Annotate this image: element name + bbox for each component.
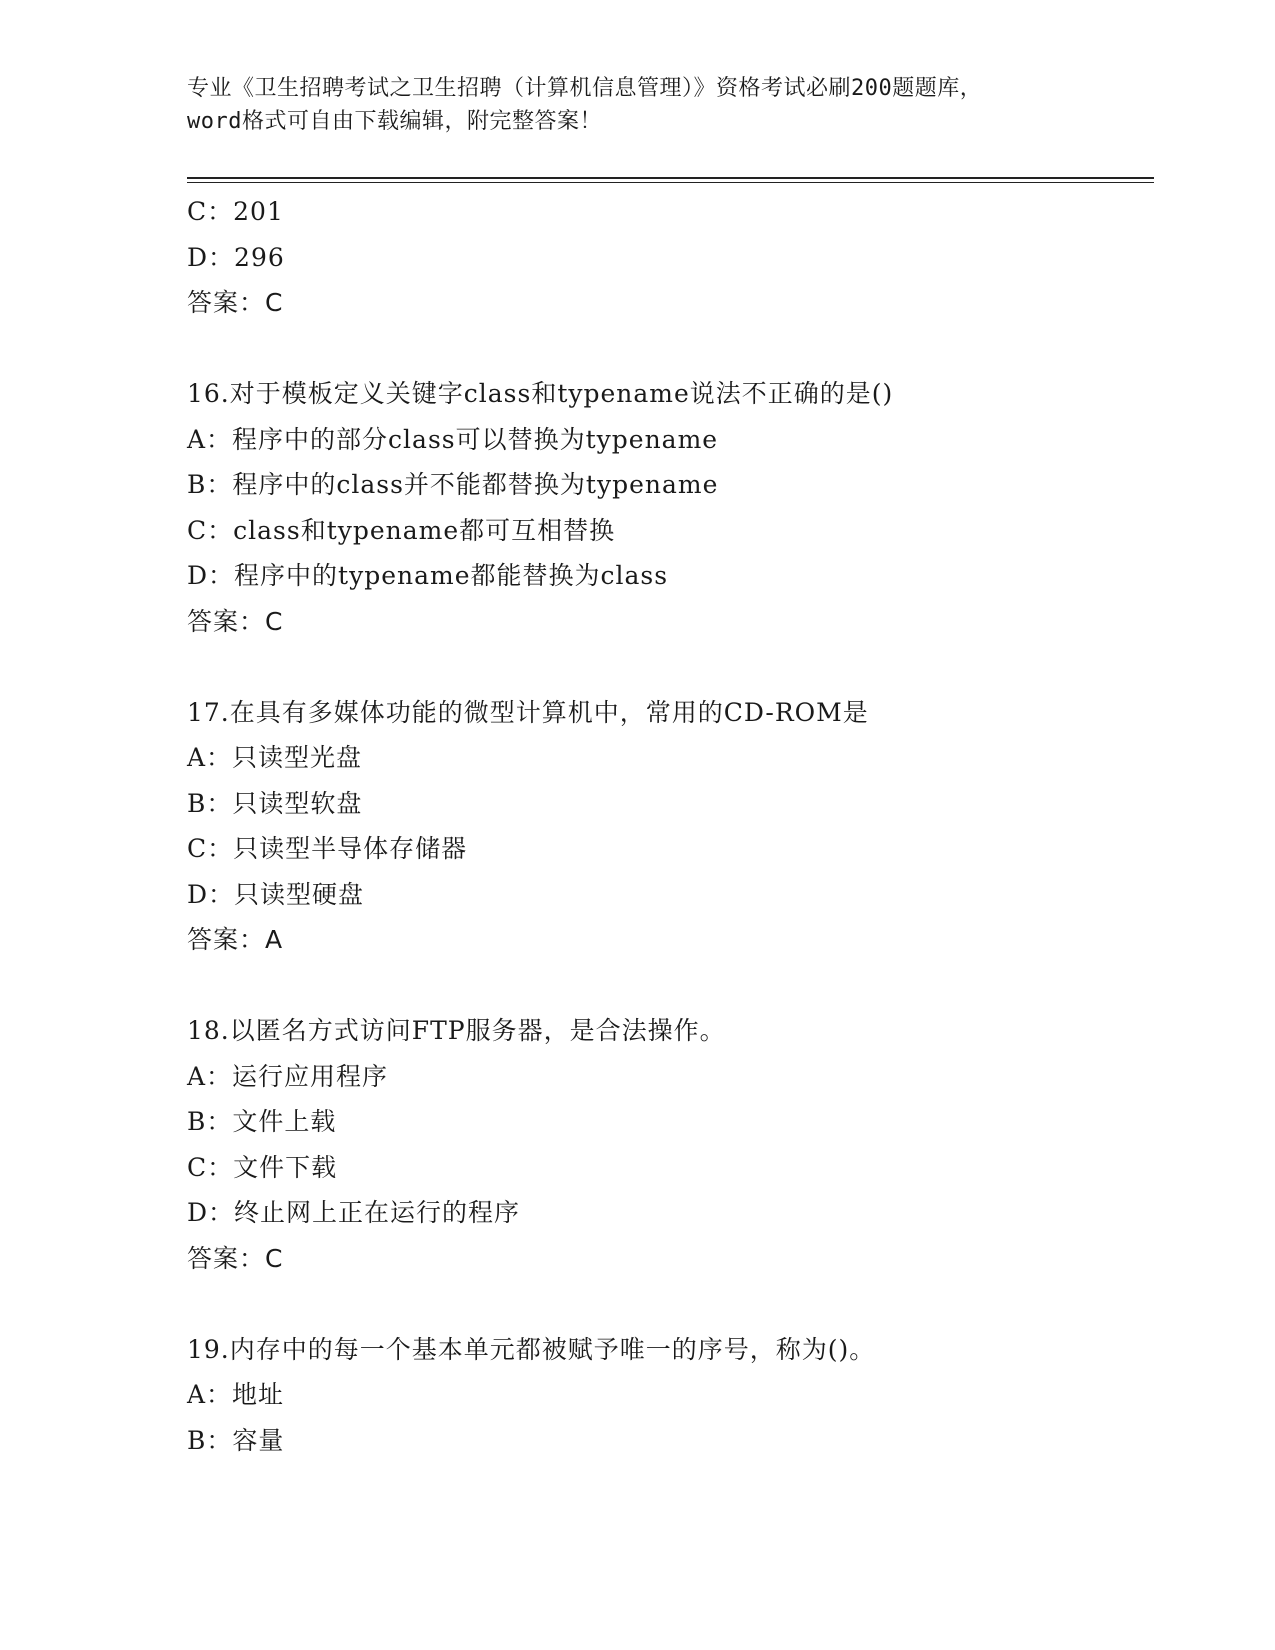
- question-list: [187, 189, 1147, 1463]
- spacer: [187, 963, 1147, 1009]
- option-c: C：文件下载: [187, 1152, 338, 1182]
- spacer: [187, 326, 1147, 372]
- option-b: B：容量: [187, 1425, 285, 1455]
- question-stem-18: 18.以匿名方式访问FTP服务器，是合法操作。: [187, 1016, 726, 1045]
- option-b: B：程序中的class并不能都替换为typename: [187, 470, 719, 499]
- option-a: A：程序中的部分class可以替换为typename: [187, 424, 719, 454]
- header-title-line-2: word格式可自由下载编辑，附完整答案！: [187, 109, 602, 134]
- option-c: C：class和typename都可互相替换: [187, 515, 616, 545]
- question-stem-17: 17.在具有多媒体功能的微型计算机中，常用的CD-ROM是: [187, 697, 869, 727]
- option-b: B：文件上载: [187, 1107, 337, 1136]
- option-d: D：296: [187, 242, 285, 272]
- option-a: A：只读型光盘: [187, 743, 363, 772]
- header-divider-thick: [187, 177, 1154, 179]
- option-a: A：运行应用程序: [187, 1061, 389, 1091]
- answer-line: 答案：A: [187, 925, 284, 954]
- spacer: [187, 1281, 1147, 1327]
- answer-line: 答案：C: [187, 1243, 284, 1273]
- option-b: B：只读型软盘: [187, 788, 363, 818]
- answer-line: 答案：C: [187, 288, 284, 317]
- question-stem-16: 16.对于模板定义关键字class和typename说法不正确的是(): [187, 379, 894, 408]
- question-stem-19: 19.内存中的每一个基本单元都被赋予唯一的序号，称为()。: [187, 1334, 876, 1364]
- document-header: [187, 72, 1087, 138]
- header-title-line-1: 专业《卫生招聘考试之卫生招聘（计算机信息管理）》资格考试必刷200题题库，: [187, 76, 983, 101]
- answer-line: 答案：C: [187, 606, 284, 636]
- option-c: C：201: [187, 197, 284, 226]
- option-d: D：程序中的typename都能替换为class: [187, 561, 669, 590]
- spacer: [187, 644, 1147, 690]
- header-divider-thin: [187, 182, 1154, 183]
- option-a: A：地址: [187, 1380, 285, 1409]
- option-d: D：只读型硬盘: [187, 879, 365, 909]
- option-c: C：只读型半导体存储器: [187, 834, 468, 863]
- option-d: D：终止网上正在运行的程序: [187, 1198, 521, 1227]
